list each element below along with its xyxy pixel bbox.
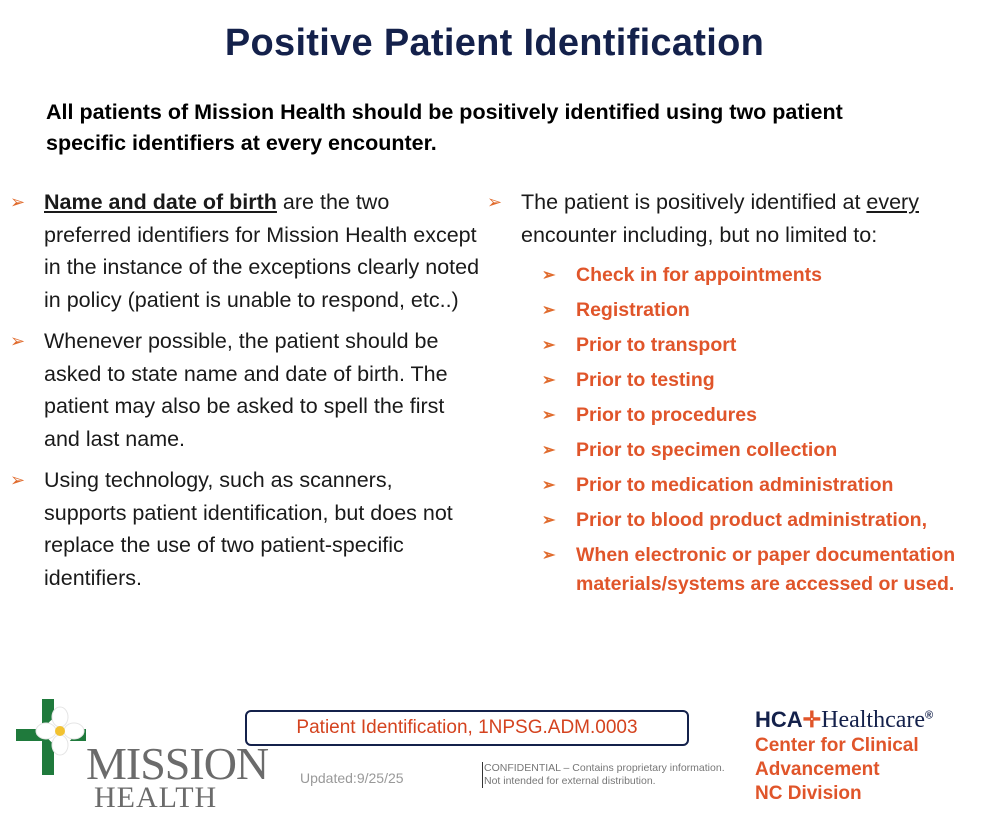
mission-health-logo [14,695,269,815]
page-title: Positive Patient Identification [224,22,765,64]
hca-division-line: Center for Clinical [755,735,919,756]
bullet-text: be asked to state name and date of [44,329,439,386]
arrow-bullet-icon: ➢ [542,477,556,494]
confidential-notice: CONFIDENTIAL – Contains proprietary information. Not intended for external distribution. [484,762,725,787]
arrow-bullet-icon: ➢ [542,442,556,459]
health-wordmark: HEALTH [94,781,218,814]
right-column [487,186,977,605]
arrow-bullet-icon: ➢ [542,267,556,284]
policy-reference: Patient Identification, 1NPSG.ADM.0003 [245,710,689,746]
arrow-bullet-icon: ➢ [10,470,26,490]
arrow-bullet-icon: ➢ [10,192,26,212]
list-item: ➢ When electronic or paper documentation materials/systems are accessed or used. [542,544,956,595]
arrow-bullet-icon: ➢ [542,547,556,564]
intro-statement: All patients of Mission Health should be positively identified using two patient specific identifiers at every encounter. [46,100,843,155]
list-item: ➢ Prior to medication administration [542,471,977,500]
bullet-text: birth. The patient may also be asked to spell the first and last name. [44,361,448,451]
hca-wordmark: HCA [755,707,803,732]
arrow-bullet-icon: ➢ [487,192,503,212]
bullet-text: Whenever possible, the patient should [44,329,415,353]
updated-date: Updated:9/25/25 [300,770,404,786]
arrow-bullet-icon: ➢ [542,302,556,319]
bullet-text: Using technology, such as scanners, supports patient identification, but does not replace the use of two patient-specific identifiers. [44,468,453,590]
bullet-every-encounter [487,186,977,251]
left-column [10,186,480,594]
bullet-name-dob [10,186,480,316]
bullet-text: encounter including, but no limited to: [521,222,878,247]
bullet-underlined-word: every [866,190,919,214]
healthcare-wordmark: Healthcare [821,707,926,733]
mission-wordmark: MISSION [86,738,269,789]
arrow-bullet-icon: ➢ [542,372,556,389]
mission-flower-icon [14,695,94,780]
bullet-text: are the two preferred identifiers for Mission Health except in the instance of the exceptions clearly noted in policy (patient is unable to respond, etc..) [44,190,480,312]
list-item: ➢ Prior to testing [542,366,977,395]
list-item: ➢ Registration [542,296,977,325]
hca-healthcare-logo [755,707,985,806]
arrow-bullet-icon: ➢ [542,407,556,424]
hca-plus-icon: ✛ [802,707,822,732]
bullet-technology [10,464,480,594]
hca-division-line: Advancement [755,759,880,780]
list-item: ➢ Prior to procedures [542,401,977,430]
registered-mark: ® [925,709,934,722]
list-item: ➢ Prior to specimen collection [542,436,977,465]
bullet-emphasis: Name and date of birth [44,190,277,214]
encounter-list [542,261,977,598]
list-item: ➢ Prior to blood product administration, [542,506,977,535]
arrow-bullet-icon: ➢ [542,512,556,529]
arrow-bullet-icon: ➢ [10,331,26,351]
arrow-bullet-icon: ➢ [542,337,556,354]
bullet-text: The patient is positively identified at [521,190,867,214]
list-item: ➢ Check in for appointments [542,261,977,290]
list-item: ➢ Prior to transport [542,331,977,360]
hca-division-line: NC Division [755,783,862,804]
bullet-ask-patient [10,325,480,455]
